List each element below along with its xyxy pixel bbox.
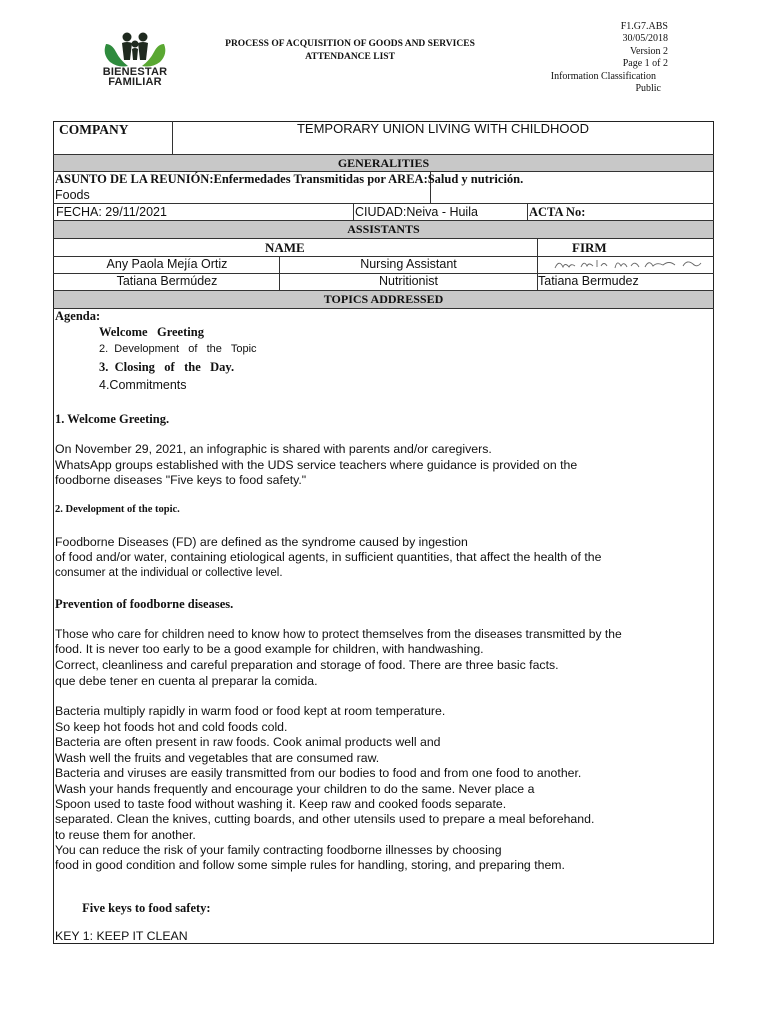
assistant-row-1-role xyxy=(280,257,537,271)
prevention-title: Prevention of foodborne diseases. xyxy=(55,597,234,611)
meeting-subject-cont: Foods xyxy=(55,188,90,202)
logo-text-line1: BIENESTAR xyxy=(102,66,168,78)
firm-column-header: FIRM xyxy=(572,240,607,255)
assistant-row-2-name xyxy=(55,274,279,288)
agenda-item-4: 4.Commitments xyxy=(99,378,187,392)
assistant-row-2-role xyxy=(280,274,537,288)
logo-text-line2: FAMILIAR xyxy=(108,76,162,88)
s2-line-1: Foodborne Diseases (FD) are defined as the syndrome caused by ingestion xyxy=(55,535,468,549)
bacteria-line-3: Bacteria are often present in raw foods. Cook animal products well and xyxy=(55,735,441,749)
assistant-1-role-text: Nursing Assistant xyxy=(360,257,457,271)
meeting-date: FECHA: 29/11/2021 xyxy=(56,205,167,219)
s1-paragraph-3: foodborne diseases "Five keys to food safety." xyxy=(55,473,307,487)
s2-line-2: of food and/or water, containing etiological agents, in sufficient quantities, that affect the health of the xyxy=(55,550,602,564)
doc-code: F1.G7.ABS xyxy=(620,21,668,32)
bacteria-line-6: Wash your hands frequently and encourage your children to do the same. Never place a xyxy=(55,782,535,796)
meeting-subject: ASUNTO DE LA REUNIÓN:Enfermedades Transmitidas por AREA:Salud y nutrición. xyxy=(55,172,524,186)
generalities-heading: GENERALITIES xyxy=(54,155,713,171)
document-title: PROCESS OF ACQUISITION OF GOODS AND SERVICES xyxy=(225,39,475,49)
s1-paragraph-1: On November 29, 2021, an infographic is shared with parents and/or caregivers. xyxy=(55,442,492,456)
company-name xyxy=(173,121,713,136)
document-subtitle: ATTENDANCE LIST xyxy=(305,52,395,62)
company-label: COMPANY xyxy=(59,122,129,137)
assistants-heading: ASSISTANTS xyxy=(54,221,713,238)
agenda-item-1: Welcome Greeting xyxy=(99,325,204,339)
agenda-item-3: 3. Closing of the Day. xyxy=(99,360,235,374)
prevention-line-3: Correct, cleanliness and careful preparation and storage of food. There are three basic facts. xyxy=(55,658,559,672)
bacteria-line-4: Wash well the fruits and vegetables that are consumed raw. xyxy=(55,751,380,765)
bacteria-line-8: separated. Clean the knives, cutting boards, and other utensils used to prepare a meal beforehand. xyxy=(55,812,595,826)
topics-heading: TOPICS ADDRESSED xyxy=(54,291,713,308)
assistant-2-role-text: Nutritionist xyxy=(378,274,439,288)
bacteria-line-5: Bacteria and viruses are easily transmitted from our bodies to food and from one food to another. xyxy=(55,766,582,780)
assistant-row-1-name xyxy=(55,257,279,271)
page-indicator: Page 1 of 2 xyxy=(622,58,668,69)
meeting-city: CIUDAD:Neiva - Huila xyxy=(355,205,478,219)
prevention-line-2: food. It is never too early to be a good example for children, with handwashing. xyxy=(55,642,484,656)
acta-number: ACTA No: xyxy=(529,205,586,219)
bacteria-line-7: Spoon used to taste food without washing it. Keep raw and cooked foods separate. xyxy=(55,797,507,811)
agenda-item-2: 2. Development of the Topic xyxy=(99,343,257,355)
s1-paragraph-2: WhatsApp groups established with the UDS service teachers where guidance is provided on the xyxy=(55,458,578,472)
assistant-1-name-text: Any Paola Mejía Ortiz xyxy=(106,257,228,271)
assistant-row-2-firm: Tatiana Bermudez xyxy=(538,274,639,288)
bacteria-line-2: So keep hot foods hot and cold foods cold. xyxy=(55,720,288,734)
name-column-header: NAME xyxy=(265,240,305,255)
bacteria-line-11: food in good condition and follow some simple rules for handling, storing, and preparing them. xyxy=(55,858,565,872)
section-1-title: 1. Welcome Greeting. xyxy=(55,412,170,426)
doc-version: Version 2 xyxy=(629,46,668,57)
bacteria-line-10: You can reduce the risk of your family contracting foodborne illnesses by choosing xyxy=(55,843,502,857)
classification-value: Public xyxy=(635,83,661,94)
bacteria-line-1: Bacteria multiply rapidly in warm food or food kept at room temperature. xyxy=(55,704,446,718)
doc-date: 30/05/2018 xyxy=(622,33,668,44)
company-name-text: TEMPORARY UNION LIVING WITH CHILDHOOD xyxy=(296,121,590,136)
prevention-line-1: Those who care for children need to know how to protect themselves from the diseases transmitted by the xyxy=(55,627,622,641)
section-2-title: 2. Development of the topic. xyxy=(55,504,180,515)
info-classification: Information Classification xyxy=(550,71,656,82)
prevention-line-4: que debe tener en cuenta al preparar la comida. xyxy=(55,674,318,688)
bacteria-line-9: to reuse them for another. xyxy=(55,828,196,842)
assistant-2-name-text: Tatiana Bermúdez xyxy=(116,274,218,288)
s2-line-3: consumer at the individual or collective level. xyxy=(55,567,283,579)
five-keys-title: Five keys to food safety: xyxy=(79,901,211,915)
agenda-label: Agenda: xyxy=(55,309,101,323)
signature-any-paola xyxy=(551,256,706,272)
key-1-heading: KEY 1: KEEP IT CLEAN xyxy=(55,929,188,943)
